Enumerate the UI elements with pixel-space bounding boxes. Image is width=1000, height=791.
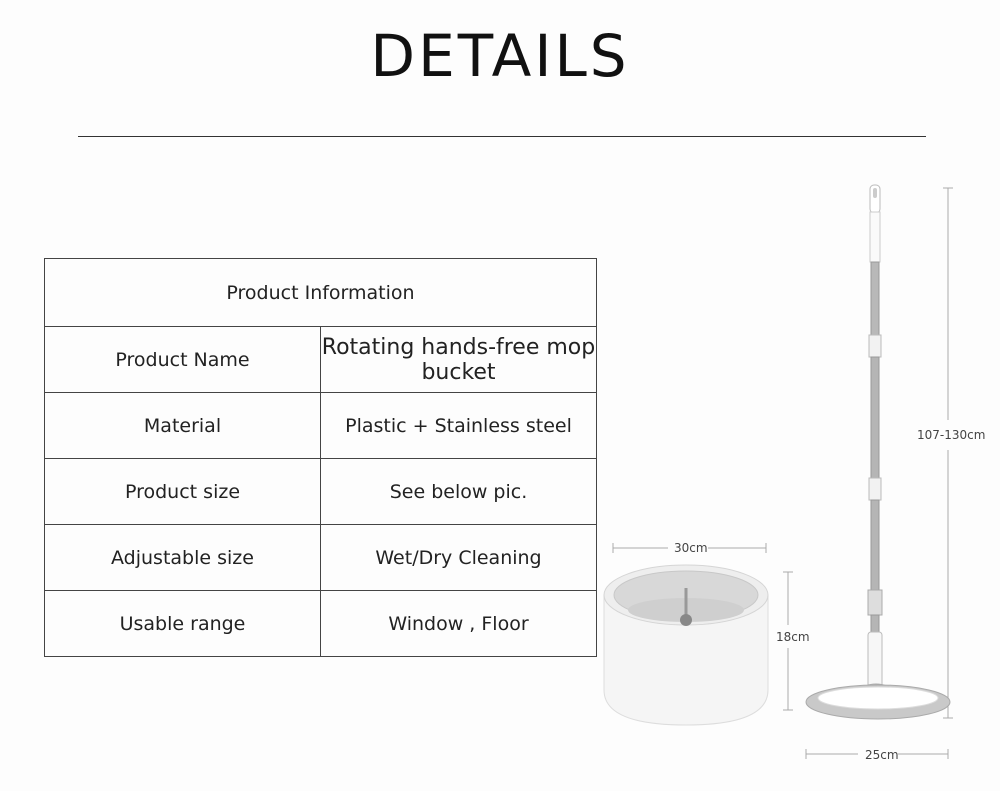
- table-header: Product Information: [45, 259, 597, 327]
- mop-length-dimension: [943, 188, 953, 718]
- bucket-height-label: 18cm: [776, 630, 810, 644]
- table-row: [45, 591, 597, 657]
- row-value: Plastic + Stainless steel: [321, 393, 597, 459]
- row-label: Material: [45, 393, 321, 459]
- row-label: Product Name: [45, 327, 321, 393]
- mop-length-label: 107-130cm: [917, 428, 986, 442]
- row-value: See below pic.: [321, 459, 597, 525]
- table-header-row: [45, 259, 597, 327]
- mop-head-label: 25cm: [865, 748, 899, 762]
- row-label: Usable range: [45, 591, 321, 657]
- spin-mop: [806, 185, 950, 719]
- row-label: Product size: [45, 459, 321, 525]
- bucket-width-label: 30cm: [674, 541, 708, 555]
- table-row: [45, 393, 597, 459]
- row-value: Rotating hands-free mop bucket: [321, 327, 597, 393]
- product-info-table: [44, 258, 597, 657]
- row-label: Adjustable size: [45, 525, 321, 591]
- row-value: Wet/Dry Cleaning: [321, 525, 597, 591]
- page-title: DETAILS: [370, 22, 630, 90]
- table-row: [45, 459, 597, 525]
- title-divider: [78, 136, 926, 137]
- mop-bucket: [604, 565, 768, 725]
- table-row: [45, 327, 597, 393]
- product-illustration: [596, 170, 1000, 770]
- row-value: Window , Floor: [321, 591, 597, 657]
- table-row: [45, 525, 597, 591]
